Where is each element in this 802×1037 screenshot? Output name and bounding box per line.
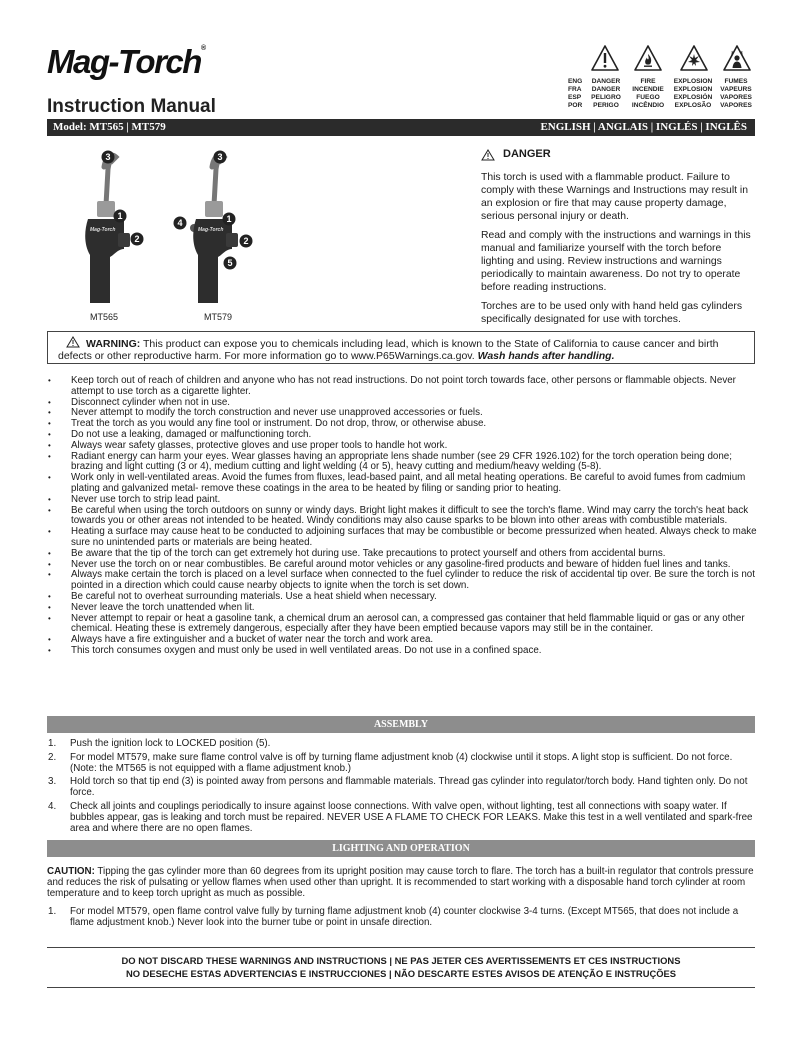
hazard-language-codes — [568, 78, 586, 110]
list-item: • Never attempt to modify the torch construction and never use unapproved accessories or fuels. — [47, 408, 757, 419]
step-number: 1. — [48, 738, 57, 749]
assembly-step — [47, 777, 757, 799]
warning-triangle-icon — [481, 149, 495, 161]
list-item: • Never use torch to strip lead paint. — [47, 495, 757, 506]
hazard-explosion-labels — [670, 78, 716, 110]
warning-text: This product can expose you to chemicals including lead, which is known to the State of California to cause cancer and birth defects or other reproductive harm. For more information go to www.P65Warnings.ca.gov. — [58, 338, 719, 362]
hazard-label: VAPORES — [720, 94, 752, 101]
callout-number: 1 — [226, 214, 232, 224]
step-text: For model MT579, make sure flame control valve is off by turning flame adjustment knob (4) clockwise until it stops. A light stop is sufficient. Do not force. (Note: the MT565 is not equipped with a flame adjustment knob.) — [70, 751, 733, 774]
lang-code: FRA — [568, 86, 582, 93]
fire-hazard-icon — [634, 44, 662, 72]
torch-figures — [60, 145, 290, 325]
list-item: • Always wear safety glasses, protective gloves and use proper tools to handle hot work. — [47, 441, 757, 452]
hazard-pictograms — [568, 44, 756, 116]
hazard-label: FIRE — [640, 78, 656, 85]
list-item: • Work only in well-ventilated areas. Avoid the fumes from fluxes, lead-based paint, and all metal heating operations. Be careful to avoid fumes from cadmium plating and galvanized metal- remove these coatings in the area to be heated by filing or sanding prior to heating. — [47, 473, 757, 495]
list-item: • Be aware that the tip of the torch can get extremely hot during use. Take precautions to protect yourself and others from accidental burns. — [47, 549, 757, 560]
step-number: 4. — [48, 800, 57, 812]
danger-paragraph: This torch is used with a flammable product. Failure to comply with these Warnings and Instructions may result in an explosion or fire that may cause property damage, serious personal injury or death. — [481, 172, 748, 222]
assembly-steps — [47, 739, 757, 837]
fumes-hazard-icon — [723, 44, 751, 72]
safety-bullet-list — [47, 376, 757, 657]
list-item: • Do not use a leaking, damaged or malfunctioning torch. — [47, 430, 757, 441]
footer-rule-bottom — [47, 987, 755, 988]
hazard-label: EXPLOSIÓN — [673, 94, 713, 101]
hazard-label: PERIGO — [593, 102, 619, 109]
warning-triangle-icon — [66, 336, 80, 348]
callout-number: 3 — [217, 152, 223, 162]
list-item: • Always have a fire extinguisher and a bucket of water near the torch and work area. — [47, 635, 757, 646]
footer-line: DO NOT DISCARD THESE WARNINGS AND INSTRUCTIONS | NE PAS JETER CES AVERTISSEMENTS ET CES INSTRUCTIONS — [121, 955, 681, 966]
prop65-warning — [47, 331, 755, 364]
danger-title: DANGER — [503, 148, 551, 160]
danger-paragraph: Read and comply with the instructions and warnings in this manual and familiarize yourself with the torch before lighting and using. Review instructions and warnings periodically to maintain awareness. Do not try to operate before reading instructions. — [481, 230, 751, 293]
list-item: • Radiant energy can harm your eyes. Wear glasses having an appropriate lens shade number (see 29 CFR 1926.102) for the torch operation being done; brazing and light cutting (3 or 4), medium cutting and light welding (4 or 5), heavy cutting and medium/heavy welding (5-8). — [47, 452, 757, 474]
assembly-step — [47, 802, 757, 834]
model-label: Model: MT565 | MT579 — [53, 121, 166, 133]
lighting-steps — [47, 907, 757, 932]
hazard-label: EXPLOSION — [673, 86, 713, 93]
figure-label-mt565: MT565 — [90, 312, 119, 322]
list-item: • This torch consumes oxygen and must only be used in well ventilated areas. Do not use in a confined space. — [47, 646, 757, 657]
callout-number: 3 — [105, 152, 111, 162]
callout-number: 1 — [117, 211, 123, 221]
torch-brand-text: Mag-Torch — [90, 227, 116, 233]
assembly-step — [47, 739, 757, 750]
hazard-danger-labels — [588, 78, 624, 110]
list-item: • Heating a surface may cause heat to be conducted to adjoining surfaces that may be combustible or become pressurized when heated. Always check to make sure no unintended parts or materials are being heated. — [47, 527, 757, 549]
step-text: Hold torch so that tip end (3) is pointed away from persons and flammable materials. Thread gas cylinder into regulator/torch body. Hand tighten only. Do not force. — [70, 776, 748, 799]
footer-rule-top — [47, 947, 755, 948]
caution-paragraph — [47, 867, 757, 899]
hazard-label: EXPLOSÃO — [674, 102, 712, 109]
hazard-label: EXPLOSION — [673, 78, 713, 85]
step-text: Check all joints and couplings periodically to insure against loose connections. With valve open, without lighting, test all connections with soapy water. If bubbles appear, gas is leaking and torch must be repaired. NEVER USE A FLAME TO CHECK FOR LEAKS. Make this test in a well ventilated and spark-free area and where there are no open flames. — [70, 800, 753, 834]
list-item: • Be careful not to overheat surrounding materials. Use a heat shield when necessary. — [47, 592, 757, 603]
hazard-label: DANGER — [591, 78, 621, 85]
step-text: For model MT579, open flame control valve fully by turning flame adjustment knob (4) counter clockwise 3-4 turns. (Except MT565, that does not include a flame adjustment knob.) Never look into the burner tube or point in unsafe direction. — [70, 906, 739, 928]
list-item: • Never leave the torch unattended when lit. — [47, 603, 757, 614]
hazard-fire-labels — [628, 78, 668, 110]
figure-label-mt579: MT579 — [204, 312, 233, 322]
list-item: • Disconnect cylinder when not in use. — [47, 398, 757, 409]
step-text: Push the ignition lock to LOCKED position (5). — [70, 738, 271, 749]
danger-paragraph: Torches are to be used only with hand held gas cylinders specifically designated for use with torches. — [481, 301, 743, 325]
callout-number: 2 — [134, 234, 140, 244]
step-number: 3. — [48, 776, 57, 788]
hazard-label: FUMES — [724, 78, 748, 85]
lang-code: ENG — [568, 78, 583, 85]
caution-label: CAUTION: — [47, 866, 95, 877]
hazard-label: INCÊNDIO — [631, 102, 665, 109]
lighting-heading: LIGHTING AND OPERATION — [47, 840, 755, 857]
torch-mt579 — [190, 155, 238, 303]
document-title: Instruction Manual — [47, 96, 216, 117]
hazard-label: VAPORES — [720, 102, 752, 109]
model-bar — [47, 119, 755, 136]
lang-code: POR — [568, 102, 583, 109]
danger-heading — [481, 148, 757, 161]
step-number: 1. — [48, 906, 57, 917]
hazard-label: INCENDIE — [632, 86, 664, 93]
hazard-label: VAPEURS — [720, 86, 752, 93]
footer-notice — [47, 955, 755, 980]
hazard-label: DANGER — [591, 86, 621, 93]
list-item: • Never use the torch on or near combustibles. Be careful around motor vehicles or any gasoline-fired products and beware of hidden fuel lines and tanks. — [47, 560, 757, 571]
hazard-fumes-labels — [718, 78, 754, 110]
torch-illustrations — [60, 145, 290, 315]
caution-text: Tipping the gas cylinder more than 60 degrees from its upright position may cause torch to flare. The torch has a built-in regulator that controls pressure and reduces the risk of pulsating or yellow flames when used other than upright. It is recommended to start working with a disposable hand torch cylinder at room temperature and to keep torch upright as much as possible. — [47, 866, 754, 899]
assembly-step — [47, 753, 757, 775]
list-item: • Keep torch out of reach of children and anyone who has not read instructions. Do not point torch towards face, other persons or flammable objects. Never attempt to use torch as a cigarette lighter. — [47, 376, 757, 398]
callout-markers — [102, 151, 253, 270]
torch-mt565 — [85, 155, 130, 303]
language-list: ENGLISH | ANGLAIS | INGLÉS | INGLÊS — [540, 121, 747, 133]
list-item: • Be careful when using the torch outdoors on sunny or windy days. Bright light makes it difficult to see the torch's flame. Wind may carry the torch's heat back towards you or other areas not intended to be heated. Windy conditions may also cause sparks to be blown into other areas with combustible materials. — [47, 506, 757, 528]
warning-emphasis: Wash hands after handling. — [477, 349, 615, 362]
list-item: • Treat the torch as you would any fine tool or instrument. Do not drop, throw, or otherwise abuse. — [47, 419, 757, 430]
hazard-label: FUEGO — [636, 94, 660, 101]
callout-number: 4 — [177, 218, 183, 228]
footer-line: NO DESECHE ESTAS ADVERTENCIAS E INSTRUCCIONES | NÃO DESCARTE ESTES AVISOS DE ATENÇÃO E INSTRUÇÕES — [125, 967, 677, 979]
warning-label: WARNING: — [86, 338, 141, 350]
lang-code: ESP — [568, 94, 582, 101]
exclamation-warning-icon — [591, 44, 619, 72]
brand-logo: Mag-Torch® — [47, 43, 205, 80]
callout-number: 2 — [243, 236, 249, 246]
torch-brand-text: Mag-Torch — [198, 227, 224, 233]
hazard-label: PELIGRO — [591, 94, 621, 101]
list-item: • Never attempt to repair or heat a gasoline tank, a chemical drum an aerosol can, a compressed gas container that held flammable liquid or gas or any other chemical. Heating these is extremely dangerous, especially after they have been emptied because vapors may still be in the container. — [47, 614, 757, 636]
lighting-step — [47, 907, 757, 929]
list-item: • Always make certain the torch is placed on a level surface when connected to the fuel cylinder to reduce the risk of accidental tip over. Be sure the torch is not pointed in a direction which could cause nearby objects to ignite when the torch is set down. — [47, 570, 757, 592]
explosion-hazard-icon — [680, 44, 708, 72]
danger-section — [481, 148, 757, 332]
assembly-heading: ASSEMBLY — [47, 716, 755, 733]
step-number: 2. — [48, 751, 57, 763]
callout-number: 5 — [227, 258, 233, 268]
